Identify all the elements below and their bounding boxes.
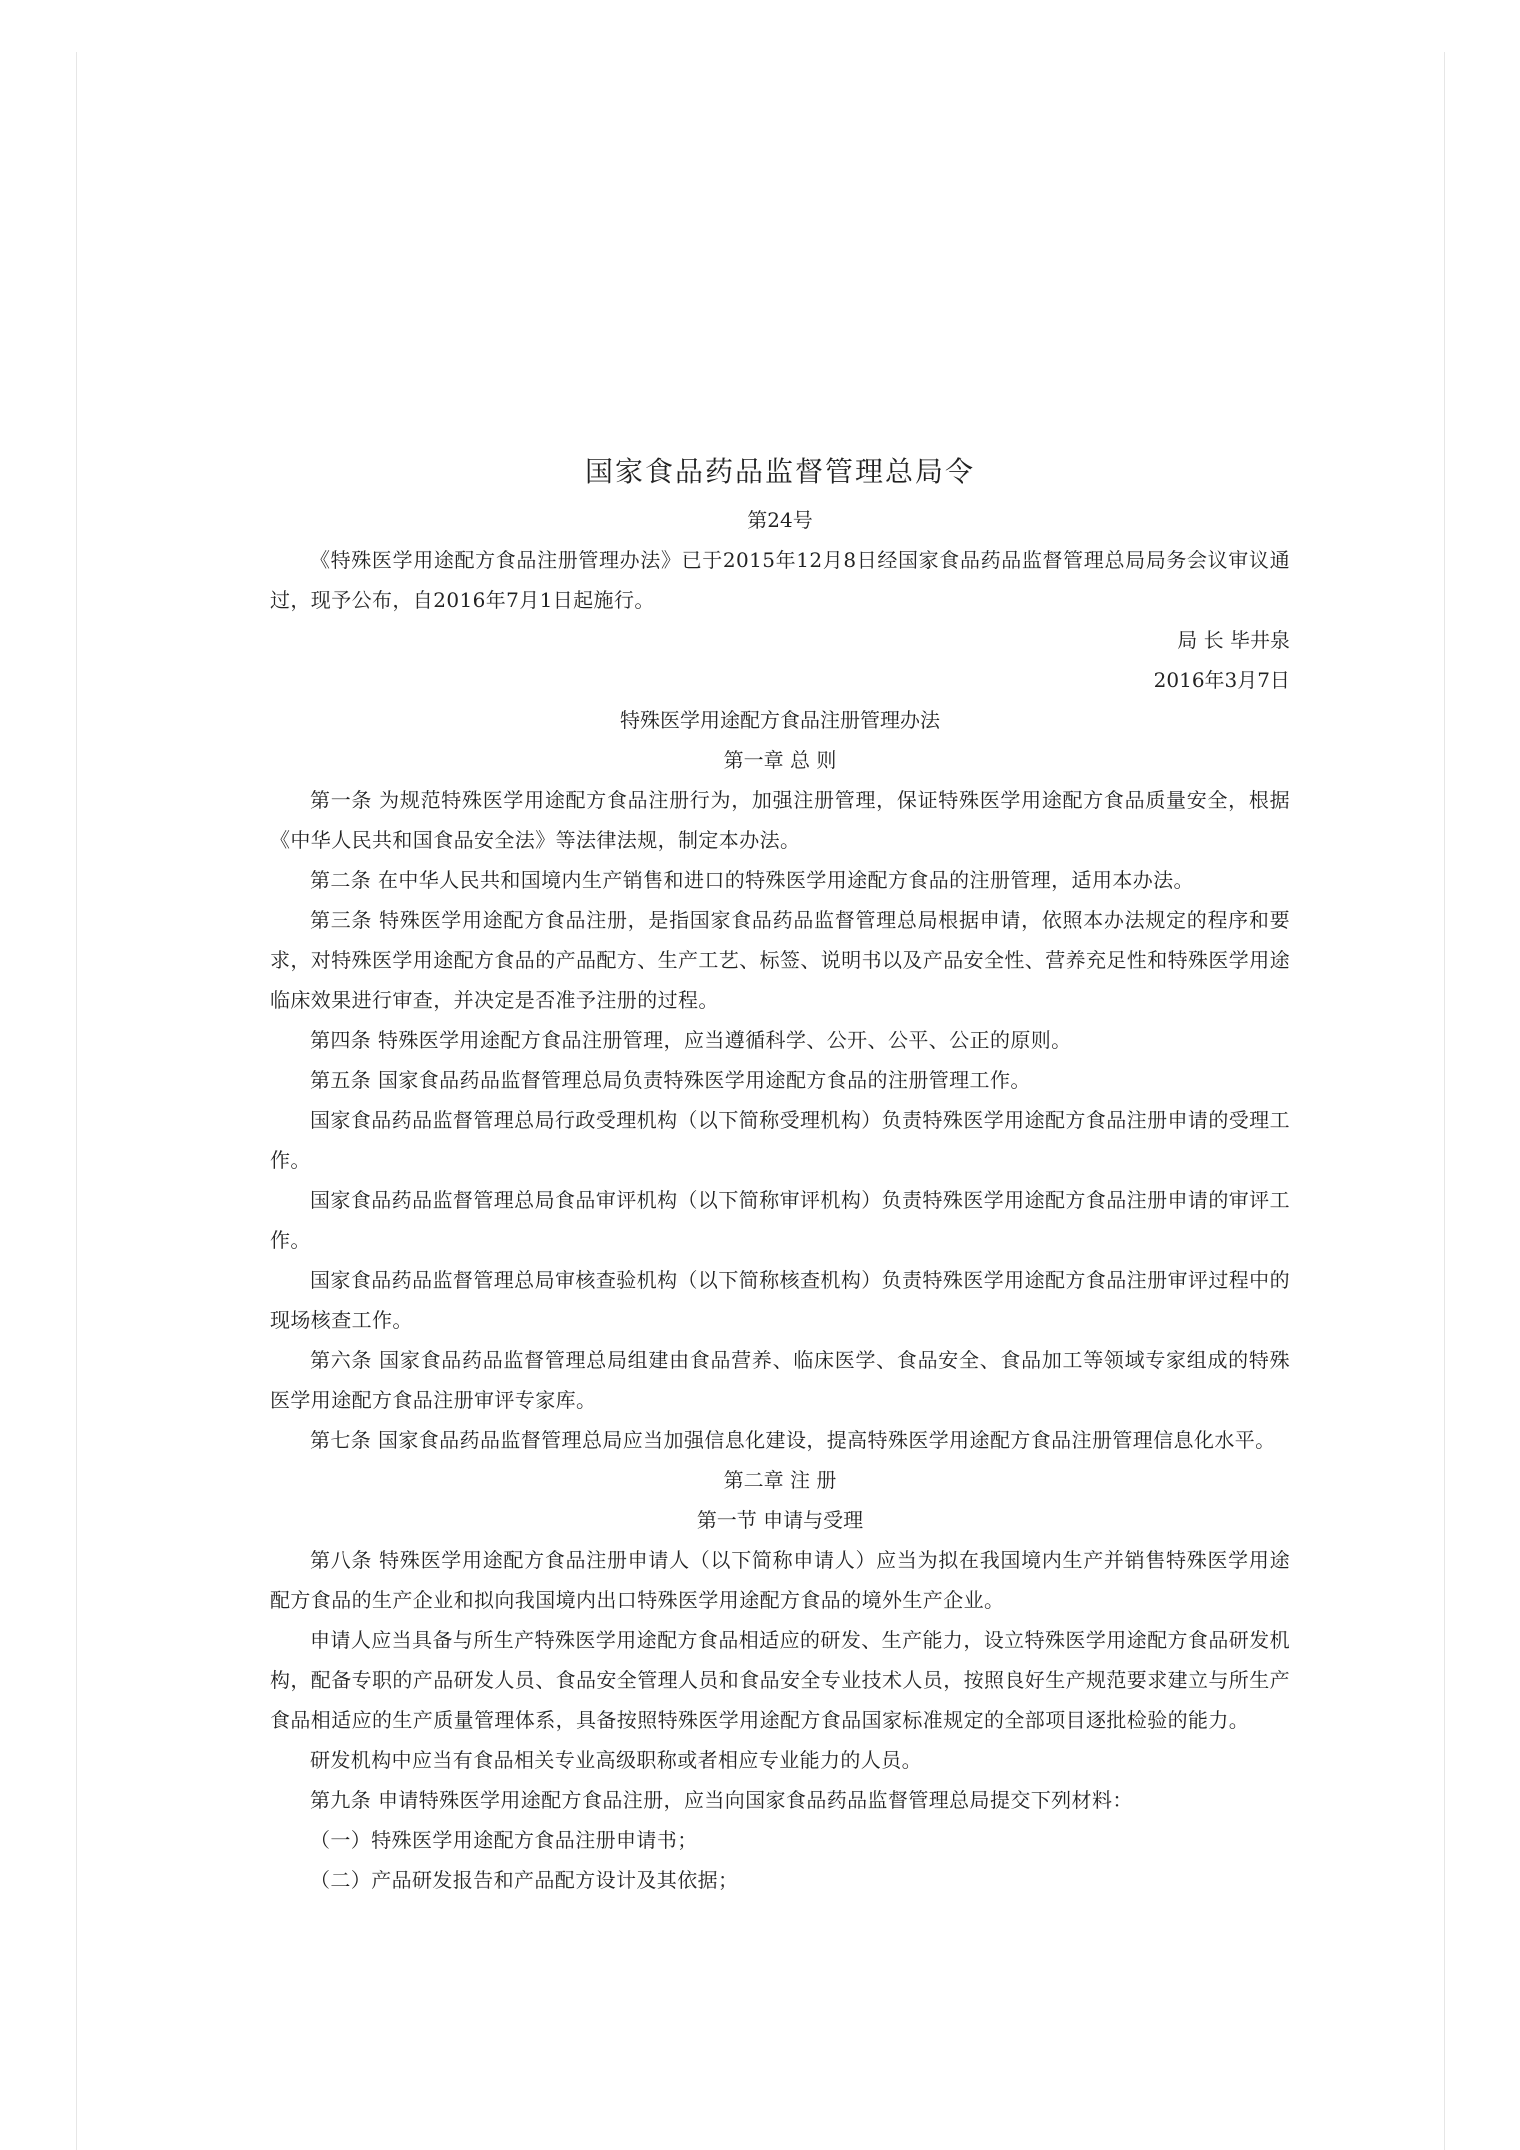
- chapter-1-title: 第一章 总 则: [723, 748, 837, 772]
- regulation-title: 特殊医学用途配方食品注册管理办法: [620, 708, 940, 732]
- order-number: 第24号: [747, 508, 813, 532]
- article-9-item-2: （二）产品研发报告和产品配方设计及其依据；: [310, 1868, 739, 1892]
- document-page: [270, 448, 1290, 1900]
- article-7: 第七条 国家食品药品监督管理总局应当加强信息化建设，提高特殊医学用途配方食品注册管理信息化水平。: [310, 1428, 1276, 1452]
- signatory: 局 长 毕井泉: [1177, 628, 1290, 652]
- article-5-paragraph-3: 国家食品药品监督管理总局食品审评机构（以下简称审评机构）负责特殊医学用途配方食品注册申请的审评工作。: [270, 1188, 1290, 1252]
- article-8: 第八条 特殊医学用途配方食品注册申请人（以下简称申请人）应当为拟在我国境内生产并销售特殊医学用途配方食品的生产企业和拟向我国境内出口特殊医学用途配方食品的境外生产企业。: [270, 1548, 1290, 1612]
- article-1: 第一条 为规范特殊医学用途配方食品注册行为，加强注册管理，保证特殊医学用途配方食品质量安全，根据《中华人民共和国食品安全法》等法律法规，制定本办法。: [270, 788, 1290, 852]
- section-1-title: 第一节 申请与受理: [696, 1508, 864, 1532]
- article-4: 第四条 特殊医学用途配方食品注册管理，应当遵循科学、公开、公平、公正的原则。: [310, 1028, 1072, 1052]
- article-5: 第五条 国家食品药品监督管理总局负责特殊医学用途配方食品的注册管理工作。: [310, 1068, 1031, 1092]
- article-8-paragraph-3: 研发机构中应当有食品相关专业高级职称或者相应专业能力的人员。: [310, 1748, 922, 1772]
- preamble: 《特殊医学用途配方食品注册管理办法》已于2015年12月8日经国家食品药品监督管理总局局务会议审议通过，现予公布，自2016年7月1日起施行。: [270, 548, 1290, 612]
- article-6: 第六条 国家食品药品监督管理总局组建由食品营养、临床医学、食品安全、食品加工等领域专家组成的特殊医学用途配方食品注册审评专家库。: [270, 1348, 1290, 1412]
- article-5-paragraph-2: 国家食品药品监督管理总局行政受理机构（以下简称受理机构）负责特殊医学用途配方食品注册申请的受理工作。: [270, 1108, 1290, 1172]
- page-right-edge: [1444, 52, 1445, 2150]
- article-5-paragraph-4: 国家食品药品监督管理总局审核查验机构（以下简称核查机构）负责特殊医学用途配方食品注册审评过程中的现场核查工作。: [270, 1268, 1290, 1332]
- page-left-edge: [76, 52, 77, 2150]
- article-9-item-1: （一）特殊医学用途配方食品注册申请书；: [310, 1828, 698, 1852]
- order-title: 国家食品药品监督管理总局令: [584, 455, 975, 488]
- article-2: 第二条 在中华人民共和国境内生产销售和进口的特殊医学用途配方食品的注册管理，适用本办法。: [310, 868, 1194, 892]
- article-3: 第三条 特殊医学用途配方食品注册，是指国家食品药品监督管理总局根据申请，依照本办法规定的程序和要求，对特殊医学用途配方食品的产品配方、生产工艺、标签、说明书以及产品安全性、营养充足性和特殊医学用途临床效果进行审查，并决定是否准予注册的过程。: [270, 908, 1290, 1012]
- chapter-2-title: 第二章 注 册: [723, 1468, 837, 1492]
- article-9: 第九条 申请特殊医学用途配方食品注册，应当向国家食品药品监督管理总局提交下列材料：: [310, 1788, 1133, 1812]
- signing-date: 2016年3月7日: [1153, 668, 1290, 692]
- article-8-paragraph-2: 申请人应当具备与所生产特殊医学用途配方食品相适应的研发、生产能力，设立特殊医学用途配方食品研发机构，配备专职的产品研发人员、食品安全管理人员和食品安全专业技术人员，按照良好生产规范要求建立与所生产食品相适应的生产质量管理体系，具备按照特殊医学用途配方食品国家标准规定的全部项目逐批检验的能力。: [270, 1628, 1290, 1732]
